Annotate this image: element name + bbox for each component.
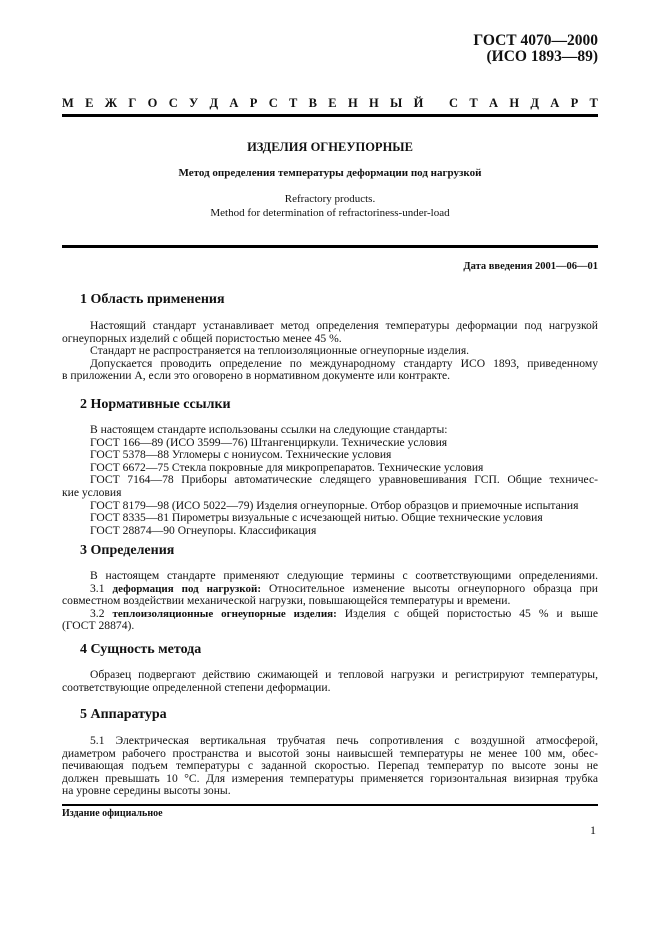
banner-letter: Т [469, 96, 478, 110]
document-subtitle: Метод определения температуры деформации под нагрузкой [178, 167, 482, 179]
reference-item: ГОСТ 8335—81 Пирометры визуальные с исчезающей нитью. Общие технические условия [90, 511, 543, 525]
banner-letter: У [189, 96, 199, 110]
paragraph-line: огнеупорных изделий с общей пористостью менее 45 %. [62, 331, 342, 345]
definition-text: Изделия с общей пористостью 45 % и выше [336, 606, 599, 620]
banner-letter: Н [368, 96, 379, 110]
paragraph-line: Допускается проводить определение по международному стандарту ИСО 1893, приведенному [90, 356, 598, 370]
header-rule [62, 114, 598, 117]
definition-number: 3.1 [90, 581, 113, 595]
paragraph-line: на уровне середины высоты зоны. [62, 784, 231, 798]
banner-letter: С [168, 96, 178, 110]
reference-item: ГОСТ 5378—88 Угломеры с нониусом. Технические условия [90, 448, 392, 462]
banner-letter: С [449, 96, 459, 110]
section-heading-4: 4 Сущность метода [80, 642, 202, 657]
banner-letter: Н [509, 96, 520, 110]
english-title-line: Refractory products. [284, 193, 376, 205]
banner-letter: Е [85, 96, 94, 110]
section-heading-3: 3 Определения [80, 543, 175, 558]
section-4-body [62, 669, 598, 694]
paragraph-line: Стандарт не распространяется на теплоизоляционные огнеупорные изделия. [90, 344, 470, 358]
paragraph-line: 5.1 Электрическая вертикальная трубчатая печь сопротивления с воздушной атмосферой, [90, 734, 598, 747]
paragraph-line: в приложении А, если это оговорено в нормативном документе или контракте. [62, 369, 451, 383]
definition-3-2 [62, 608, 598, 621]
banner-letter: М [62, 96, 74, 110]
paragraph-line: В настоящем стандарте использованы ссылки на следующие стандарты: [90, 423, 448, 436]
banner-letter: Т [589, 96, 598, 110]
section-2-body [62, 424, 598, 537]
document-code [473, 33, 598, 65]
reference-item: ГОСТ 8179—98 (ИСО 5022—79) Изделия огнеупорные. Отбор образцов и приемочные испытания [90, 498, 579, 512]
footer-rule [62, 804, 598, 806]
definition-text: Относительное изменение высоты огнеупорного образца при [261, 581, 599, 595]
paragraph-line: печивающая подъем температуры с заданной скоростью. Перепад температур по высоте зоны не [62, 759, 598, 773]
page-number: 1 [590, 823, 596, 837]
gost-number: ГОСТ 4070—2000 [473, 32, 598, 49]
banner-letter: Д [530, 96, 539, 110]
interstate-standard-banner [62, 96, 598, 111]
reference-item: кие условия [62, 485, 122, 499]
reference-item: ГОСТ 7164—78 Приборы автоматические следящего уравновешивания ГСП. Общие техничес- [90, 473, 598, 487]
banner-letter: А [489, 96, 499, 110]
paragraph-line: соответствующие определенной степени деформации. [62, 680, 331, 694]
effective-date: Дата введения 2001—06—01 [463, 261, 598, 272]
paragraph-line: диаметром рабочего пространства и высотой зоны наивысшей температуры не менее 100 мм, обес- [62, 746, 598, 760]
banner-letter: А [229, 96, 239, 110]
definition-number: 3.2 [90, 606, 113, 620]
document-title: ИЗДЕЛИЯ ОГНЕУПОРНЫЕ [247, 140, 413, 154]
banner-letter: А [550, 96, 560, 110]
banner-letter: О [147, 96, 158, 110]
paragraph-line: В настоящем стандарте применяют следующие термины с соответствующими определениями. [90, 569, 598, 582]
official-edition-label: Издание официальное [62, 808, 163, 819]
banner-letter: Ы [390, 96, 403, 110]
reference-item: ГОСТ 166—89 (ИСО 3599—76) Штангенциркули. Технические условия [90, 435, 448, 449]
banner-letter: В [308, 96, 317, 110]
banner-letter: Т [289, 96, 298, 110]
banner-letter: Е [328, 96, 337, 110]
paragraph-line: Образец подвергают действию сжимающей и тепловой нагрузки и регистрируют температуры, [90, 668, 598, 681]
reference-item: ГОСТ 6672—75 Стекла покровные для микропрепаратов. Технические условия [90, 460, 484, 474]
banner-letter: Р [570, 96, 579, 110]
paragraph-line: должен превышать 10 °С. Для измерения температуры применяется горизонтальная визирная трубка [62, 771, 598, 785]
reference-item: ГОСТ 28874—90 Огнеупоры. Классификация [90, 523, 317, 537]
section-3-body [62, 570, 598, 633]
banner-letter: Р [249, 96, 258, 110]
english-title-line: Method for determination of refractoriness-under-load [210, 206, 450, 219]
paragraph-line: Настоящий стандарт устанавливает метод определения температуры деформации под нагрузкой [90, 319, 598, 332]
banner-letter: Д [209, 96, 219, 110]
paragraph-line: (ГОСТ 28874). [62, 619, 135, 633]
definition-term: теплоизоляционные огнеупорные изделия: [112, 607, 337, 620]
section-heading-5: 5 Аппаратура [80, 707, 167, 722]
section-heading-2: 2 Нормативные ссылки [80, 397, 231, 412]
section-5-body [62, 735, 598, 798]
banner-letter: С [268, 96, 278, 110]
english-title [62, 193, 598, 220]
banner-letter: Г [128, 96, 137, 110]
banner-letter: Ж [104, 96, 118, 110]
banner-letter: Й [413, 96, 424, 110]
paragraph-line: совместном воздействии механической нагрузки, повышающейся температуры и времени. [62, 594, 511, 608]
definition-term: деформация под нагрузкой: [112, 582, 261, 595]
banner-letter: Н [347, 96, 358, 110]
banner-letter [435, 96, 438, 111]
section-1-body [62, 320, 598, 383]
iso-number: (ИСО 1893—89) [486, 48, 598, 65]
section-heading-1: 1 Область применения [80, 292, 225, 307]
title-rule [62, 245, 598, 248]
